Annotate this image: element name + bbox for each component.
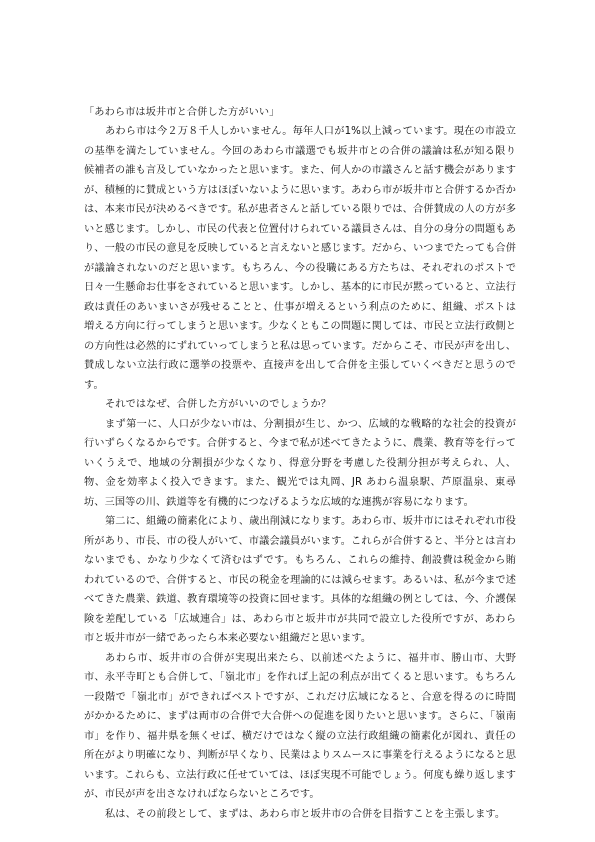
document-body <box>84 103 516 824</box>
paragraph-reason-second: 第二に、組織の簡素化により、歳出削減になります。あわら市、坂井市にはそれぞれ市役所があり、市長、市の役人がいて、市議会議員がいます。これらが合併すると、半分とは言わないまでも、かなり少なくて済むはずです。もちろん、これらの維持、創設費は税金から賄われているので、合併すると、市民の税金を理論的には減らせます。あるいは、私が今まで述べてきた農業、鉄道、教育環境等の投資に回せます。具体的な組織の例としては、今、介護保険を差配している「広域連合」は、あわら市と坂井市が共同で設立した役所ですが、あわら市と坂井市が一緒であったら本来必要ない組織だと思います。 <box>84 516 516 644</box>
paragraph-conclusion: 私は、その前段として、まずは、あわら市と坂井市の合併を目指すことを主張します。 <box>105 808 506 820</box>
document-title: 「あわら市は坂井市と合併した方がいい」 <box>84 107 280 118</box>
paragraph-question: それではなぜ、合併した方がいいのでしょうか？ <box>105 399 332 410</box>
paragraph-reason-first: まず第一に、人口が少ない市は、分割損が生じ、かつ、広域的な戦略的な社会的投資が行いずらくなるからです。合併すると、今まで私が述べてきたように、農業、教育等を行っていくうえで、地域の分割損が少なくなり、得意分野を考慮した役割分担が考えられ、人、物、金を効率よく投入できます。また、観光では丸岡、JR あわら温泉駅、芦原温泉、東尋坊、三国等の川、鉄道等を有機的につなげるような広域的な連携が容易になります。 <box>84 418 516 508</box>
paragraph-reihoku-city: あわら市、坂井市の合併が実現出来たら、以前述べたように、福井市、勝山市、大野市、永平寺町とも合併して、「嶺北市」を作れば上記の利点が出てくると思います。もちろん一段階で「嶺北市」ができればベストですが、これだけ広域になると、合意を得るのに時間がかかるために、まずは両市の合併で大合併への促進を図りたいと思います。さらに、「嶺南市」を作り、福井県を無くせば、横だけではなく縦の立法行政組織の簡素化が図れ、責任の所在がより明確になり、判断が早くなり、民業はよりスムースに事業を行えるようになると思います。これらも、立法行政に任せていては、ほぼ実現不可能でしょう。何度も繰り返しますが、市民が声を出さなければならないところです。 <box>84 652 516 800</box>
paragraph-intro: あわら市は今２万８千人しかいません。毎年人口が1%以上減っています。現在の市設立の基準を満たしていません。今回のあわら市議選でも坂井市との合併の議論は私が知る限り候補者の誰も言及していなかったと思います。また、何人かの市議さんと話す機会がありますが、積極的に賛成という方はほぼいないように思います。あわら市が坂井市と合併するか否かは、本来市民が決めるべきです。私が患者さんと話している限りでは、合併賛成の人の方が多いと感じます。しかし、市民の代表と位置付けられている議員さんは、自分の身分の問題もあり、一般の市民の意見を反映していると言えないと感じます。だから、いつまでたっても合併が議論されないのだと思います。もちろん、今の役職にある方たちは、それぞれのポストで日々一生懸命お仕事をされていると思います。しかし、基本的に市民が黙っていると、立法行政は責任のあいまいさが残せることと、仕事が増えるという利点のために、組織、ポストは増える方向に行ってしまうと思います。少なくともこの問題に関しては、市民と立法行政側との方向性は必然的にずれていってしまうと私は思っています。だからこそ、市民が声を出し、賛成しない立法行政に選挙の投票や、直接声を出して合併を主張していくべきだと思うのです。 <box>84 126 516 391</box>
